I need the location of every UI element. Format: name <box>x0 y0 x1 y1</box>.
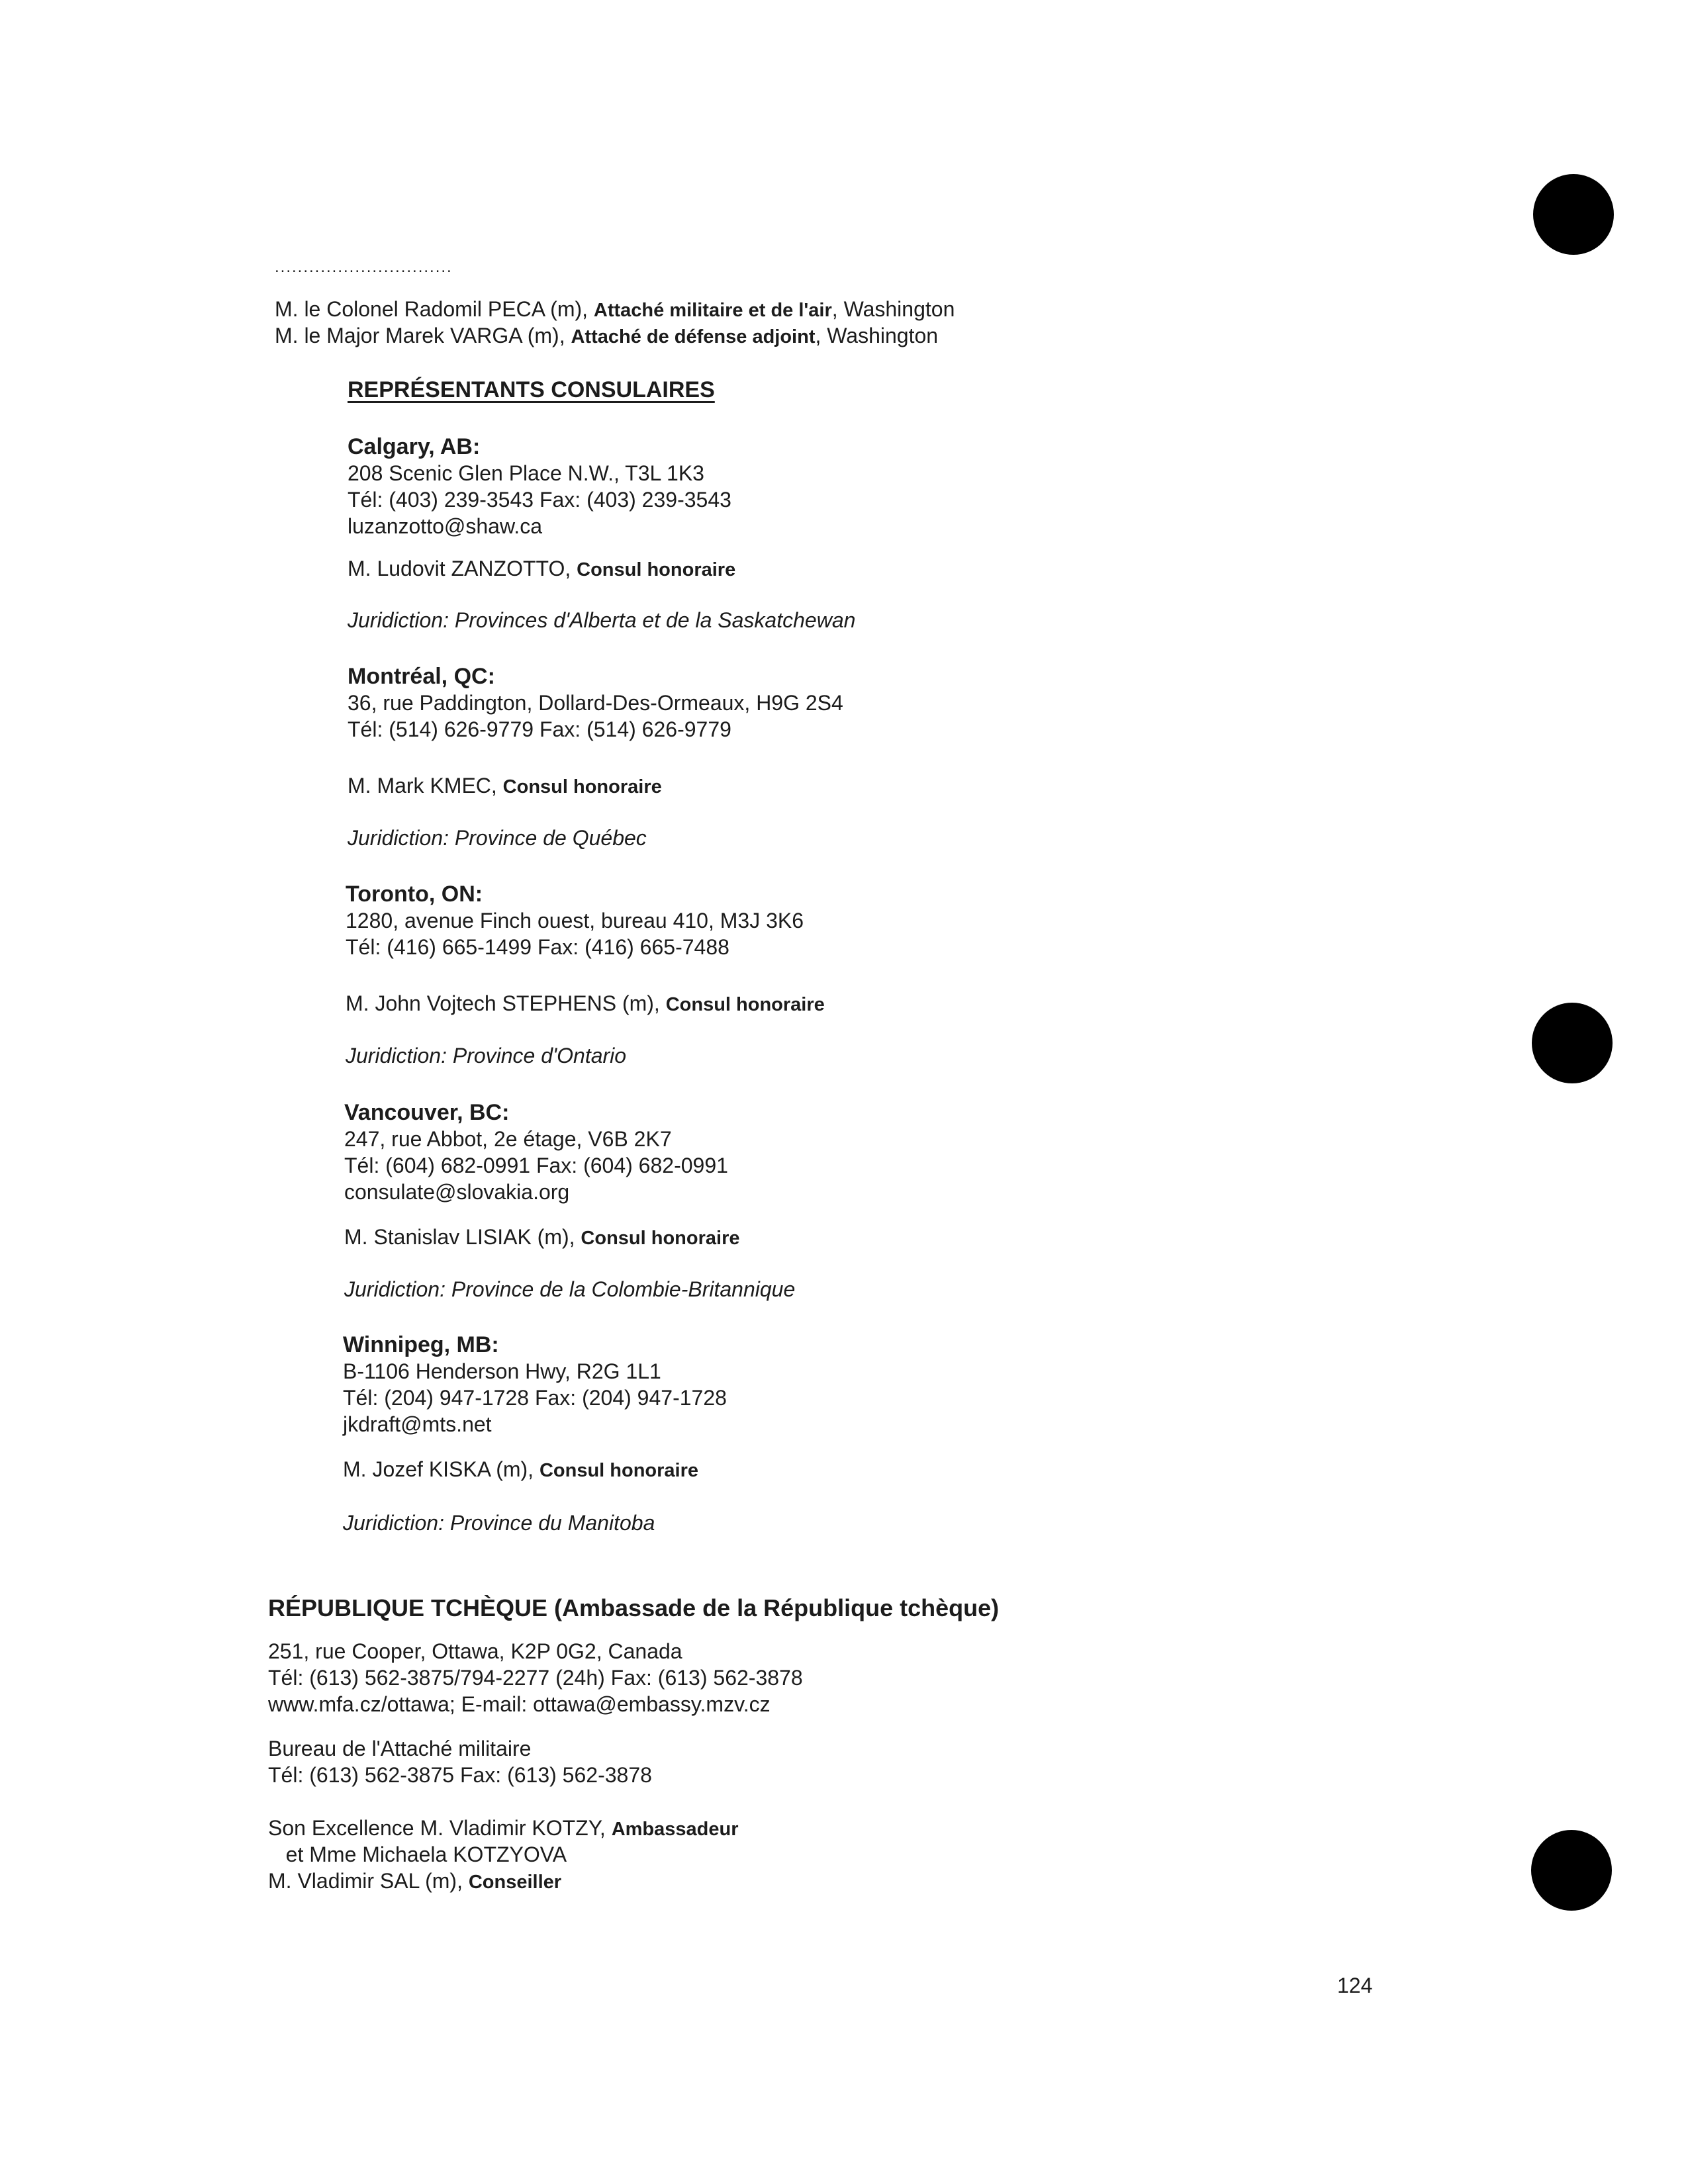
staff-line <box>268 1815 739 1843</box>
consul-name: M. John Vojtech STEPHENS (m), <box>346 991 666 1015</box>
jurisdiction: Juridiction: Province de Québec <box>348 826 647 850</box>
consul-title: Consul honoraire <box>502 776 662 797</box>
consul-title: Consul honoraire <box>577 559 736 580</box>
military-phone: Tél: (613) 562-3875 Fax: (613) 562-3878 <box>268 1763 652 1787</box>
staff-line <box>268 1841 567 1868</box>
attache-title: Attaché de défense adjoint <box>571 326 816 347</box>
staff-name: Son Excellence M. Vladimir KOTZY, <box>268 1816 612 1840</box>
consul-title: Consul honoraire <box>539 1460 699 1481</box>
office-email: luzanzotto@shaw.ca <box>348 514 542 538</box>
consul-name: M. Jozef KISKA (m), <box>343 1457 539 1481</box>
consul-line <box>344 1224 740 1251</box>
punch-hole <box>1532 1003 1613 1083</box>
punch-hole <box>1531 1830 1612 1911</box>
consul-line <box>343 1456 698 1484</box>
attache-place: , Washington <box>831 297 955 321</box>
embassy-address: 251, rue Cooper, Ottawa, K2P 0G2, Canada <box>268 1639 682 1663</box>
consul-name: M. Stanislav LISIAK (m), <box>344 1225 581 1249</box>
office-email: consulate@slovakia.org <box>344 1180 570 1204</box>
office-phone: Tél: (416) 665-1499 Fax: (416) 665-7488 <box>346 935 729 959</box>
embassy-phone: Tél: (613) 562-3875/794-2277 (24h) Fax: (613) 562-3878 <box>268 1666 803 1690</box>
office-address: 247, rue Abbot, 2e étage, V6B 2K7 <box>344 1127 672 1151</box>
ellipsis: ............................... <box>275 258 453 276</box>
office-email: jkdraft@mts.net <box>343 1412 492 1436</box>
office-city: Vancouver, BC: <box>344 1100 510 1125</box>
section-heading: REPRÉSENTANTS CONSULAIRES <box>348 377 715 402</box>
attache-line <box>275 296 955 324</box>
office-address: B-1106 Henderson Hwy, R2G 1L1 <box>343 1359 661 1383</box>
office-address: 1280, avenue Finch ouest, bureau 410, M3J 3K6 <box>346 909 804 933</box>
attache-title: Attaché militaire et de l'air <box>593 300 832 321</box>
military-office: Bureau de l'Attaché militaire <box>268 1737 532 1760</box>
office-city: Calgary, AB: <box>348 434 481 459</box>
consul-title: Consul honoraire <box>581 1228 740 1249</box>
staff-name: M. Vladimir SAL (m), <box>268 1869 469 1893</box>
embassy-web: www.mfa.cz/ottawa; E-mail: ottawa@embassy.mzv.cz <box>268 1692 771 1716</box>
office-city: Toronto, ON: <box>346 882 483 907</box>
consul-line <box>348 555 735 583</box>
jurisdiction: Juridiction: Provinces d'Alberta et de la Saskatchewan <box>348 608 856 632</box>
office-phone: Tél: (604) 682-0991 Fax: (604) 682-0991 <box>344 1154 728 1177</box>
office-phone: Tél: (514) 626-9779 Fax: (514) 626-9779 <box>348 717 731 741</box>
staff-title: Ambassadeur <box>611 1819 739 1840</box>
consul-title: Consul honoraire <box>665 994 825 1015</box>
staff-name: et Mme Michaela KOTZYOVA <box>268 1843 567 1866</box>
consul-name: M. Mark KMEC, <box>348 774 503 797</box>
office-address: 36, rue Paddington, Dollard-Des-Ormeaux, H9G 2S4 <box>348 691 843 715</box>
attache-name: M. le Colonel Radomil PECA (m), <box>275 297 594 321</box>
country-heading: RÉPUBLIQUE TCHÈQUE (Ambassade de la République tchèque) <box>268 1594 1000 1621</box>
consul-name: M. Ludovit ZANZOTTO, <box>348 557 577 580</box>
attache-name: M. le Major Marek VARGA (m), <box>275 324 571 347</box>
office-city: Winnipeg, MB: <box>343 1332 499 1357</box>
punch-hole <box>1533 174 1614 255</box>
office-phone: Tél: (403) 239-3543 Fax: (403) 239-3543 <box>348 488 731 512</box>
jurisdiction: Juridiction: Province d'Ontario <box>346 1044 627 1068</box>
staff-line <box>268 1868 561 1895</box>
attache-line <box>275 322 938 350</box>
office-address: 208 Scenic Glen Place N.W., T3L 1K3 <box>348 461 704 485</box>
staff-title: Conseiller <box>468 1872 562 1893</box>
consul-line <box>348 772 662 800</box>
office-city: Montréal, QC: <box>348 664 495 689</box>
page-number: 124 <box>1337 1974 1373 1997</box>
attache-place: , Washington <box>815 324 939 347</box>
office-phone: Tél: (204) 947-1728 Fax: (204) 947-1728 <box>343 1386 727 1410</box>
consul-line <box>346 990 825 1018</box>
jurisdiction: Juridiction: Province du Manitoba <box>343 1511 655 1535</box>
jurisdiction: Juridiction: Province de la Colombie-Britannique <box>344 1277 796 1301</box>
